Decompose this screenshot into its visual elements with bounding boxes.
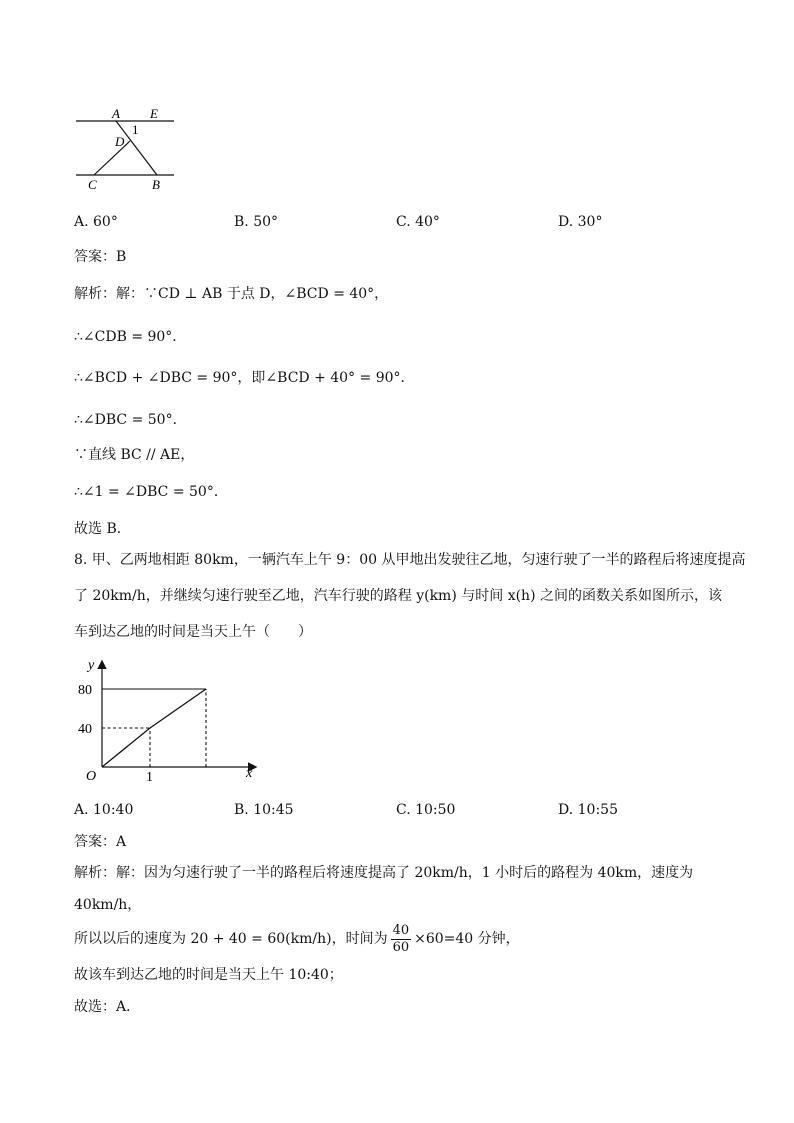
fraction (391, 923, 412, 956)
q7-analysis-line-7: 故选 B． (74, 521, 131, 537)
q7-option-c: C. 40° (396, 214, 440, 230)
label-A: A (112, 106, 120, 121)
label-B: B (152, 177, 160, 192)
q8-option-b: B. 10:45 (234, 802, 294, 818)
q8-option-c: C. 10:50 (396, 802, 456, 818)
q8-option-d: D. 10:55 (558, 802, 618, 818)
q7-option-b: B. 50° (234, 214, 279, 230)
label-E: E (150, 106, 158, 121)
q8-analysis-line-1: 解析：解：因为匀速行驶了一半的路程后将速度提高了 20km/h，1 小时后的路程为 40km，速度为 (74, 865, 694, 881)
q7-answer: 答案：B (74, 249, 127, 265)
q8-stem-line-1: 8. 甲、乙两地相距 80km，一辆汽车上午 9：00 从甲地出发驶往乙地，匀速行驶了一半的路程后将速度提高 (74, 552, 746, 568)
label-C: C (88, 177, 97, 192)
origin-label: O (86, 769, 97, 784)
q7-analysis-line-6: ∴∠1 = ∠DBC = 50°． (74, 484, 228, 500)
q8-analysis-line-4: 故该车到达乙地的时间是当天上午 10:40； (74, 967, 343, 983)
q8-analysis-line-3 (74, 917, 520, 961)
q8-analysis-line-3-post: ×60=40 分钟， (414, 931, 520, 947)
y-tick-label-40: 40 (78, 722, 92, 737)
segment-CD (94, 141, 130, 175)
series-line-1 (102, 689, 206, 767)
q8-analysis-line-3-pre: 所以以后的速度为 20 + 40 = 60(km/h)，时间为 (74, 931, 388, 947)
x-tick-label-1: 1 (146, 770, 153, 785)
y-tick-label-80: 80 (78, 683, 92, 698)
q7-analysis-line-1: 解析：解：∵CD ⊥ AB 于点 D，∠BCD = 40°， (74, 286, 389, 302)
q8-analysis-line-5: 故选：A． (74, 999, 141, 1015)
q8-stem-line-3: 车到达乙地的时间是当天上午（ ） (74, 624, 312, 640)
label-angle-1: 1 (132, 122, 139, 137)
q7-analysis-line-3: ∴∠BCD + ∠DBC = 90°，即∠BCD + 40° = 90°． (74, 370, 415, 386)
q8-stem-line-2: 了 20km/h，并继续匀速行驶至乙地，汽车行驶的路程 y(km) 与时间 x(h) 之间的函数关系如图所示，该 (74, 588, 722, 604)
q7-analysis-line-5: ∵直线 BC // AE， (74, 447, 195, 463)
q8-answer: 答案：A (74, 834, 127, 850)
y-axis-label: y (88, 658, 95, 673)
q7-option-a: A. 60° (74, 214, 118, 230)
q7-option-d: D. 30° (558, 214, 603, 230)
fraction-denominator: 60 (392, 939, 410, 955)
q8-distance-time-chart (70, 652, 270, 787)
x-axis-label: x (246, 766, 253, 781)
q7-analysis-line-4: ∴∠DBC = 50°． (74, 412, 187, 428)
q7-geometry-figure (70, 100, 190, 195)
q8-analysis-line-2: 40km/h， (74, 897, 142, 913)
label-D: D (115, 134, 125, 149)
q7-analysis-line-2: ∴∠CDB = 90°． (74, 329, 187, 345)
fraction-numerator: 40 (392, 922, 410, 938)
q8-option-a: A. 10:40 (74, 802, 134, 818)
